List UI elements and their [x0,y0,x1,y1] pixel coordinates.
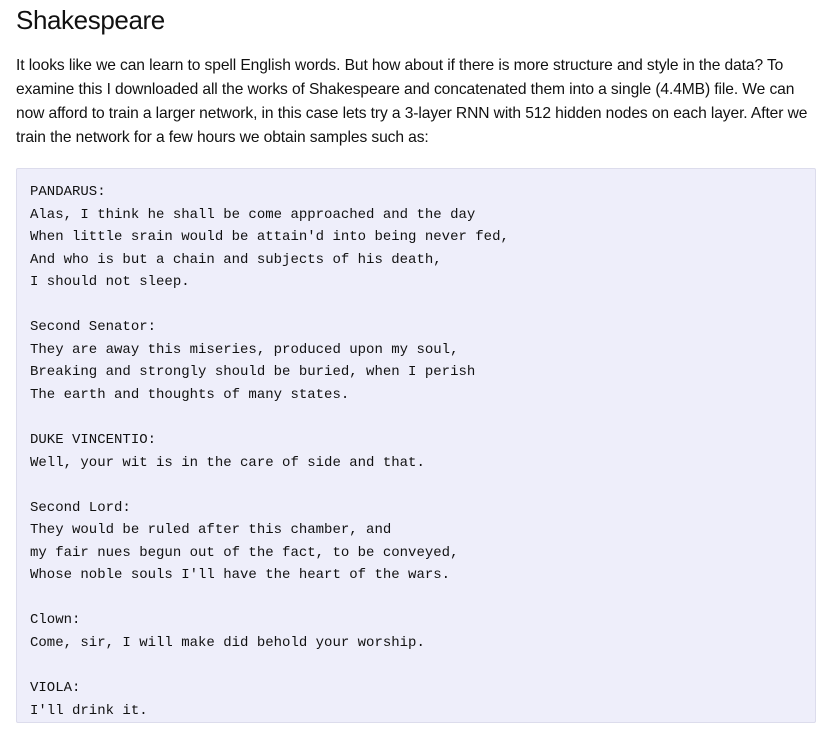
article [16,0,818,723]
sample-blank-line [30,406,802,429]
sample-line: I'll drink it. [30,702,148,719]
section-title: Shakespeare [16,5,165,35]
sample-blank-line [30,654,802,677]
sample-line: And who is but a chain and subjects of his death, [30,251,442,268]
sample-line: Come, sir, I will make did behold your worship. [30,634,425,651]
sample-line: Alas, I think he shall be come approached and the day [30,206,476,223]
sample-line: DUKE VINCENTIO: [30,432,157,449]
sample-line: I should not sleep. [30,274,190,291]
sample-line: Clown: [30,612,81,629]
sample-line: Second Lord: [30,499,131,516]
sample-line: They would be ruled after this chamber, and [30,522,392,539]
sample-blank-line [30,587,802,610]
sample-blank-line [30,294,802,317]
sample-line: Breaking and strongly should be buried, when I perish [30,364,476,381]
sample-blank-line [30,474,802,497]
sample-line: When little srain would be attain'd into being never fed, [30,229,509,246]
sample-line: VIOLA: [30,680,81,697]
code-sample-block[interactable] [16,168,816,723]
sample-line: Second Senator: [30,319,157,336]
sample-line: They are away this miseries, produced upon my soul, [30,341,459,358]
sample-line: my fair nues begun out of the fact, to be conveyed, [30,544,459,561]
sample-line: The earth and thoughts of many states. [30,386,350,403]
sample-line: Whose noble souls I'll have the heart of the wars. [30,567,451,584]
sample-line: PANDARUS: [30,184,106,200]
sample-line: Well, your wit is in the care of side and that. [30,454,425,471]
intro-paragraph: It looks like we can learn to spell English words. But how about if there is more structure and style in the data? To examine this I downloaded all the works of Shakespeare and concatenated them into a single (4.4MB) file. We can now afford to train a larger network, in this case lets try a 3-layer RNN with 512 hidden nodes on each layer. After we train the network for a few hours we obtain samples such as: [16,57,808,146]
